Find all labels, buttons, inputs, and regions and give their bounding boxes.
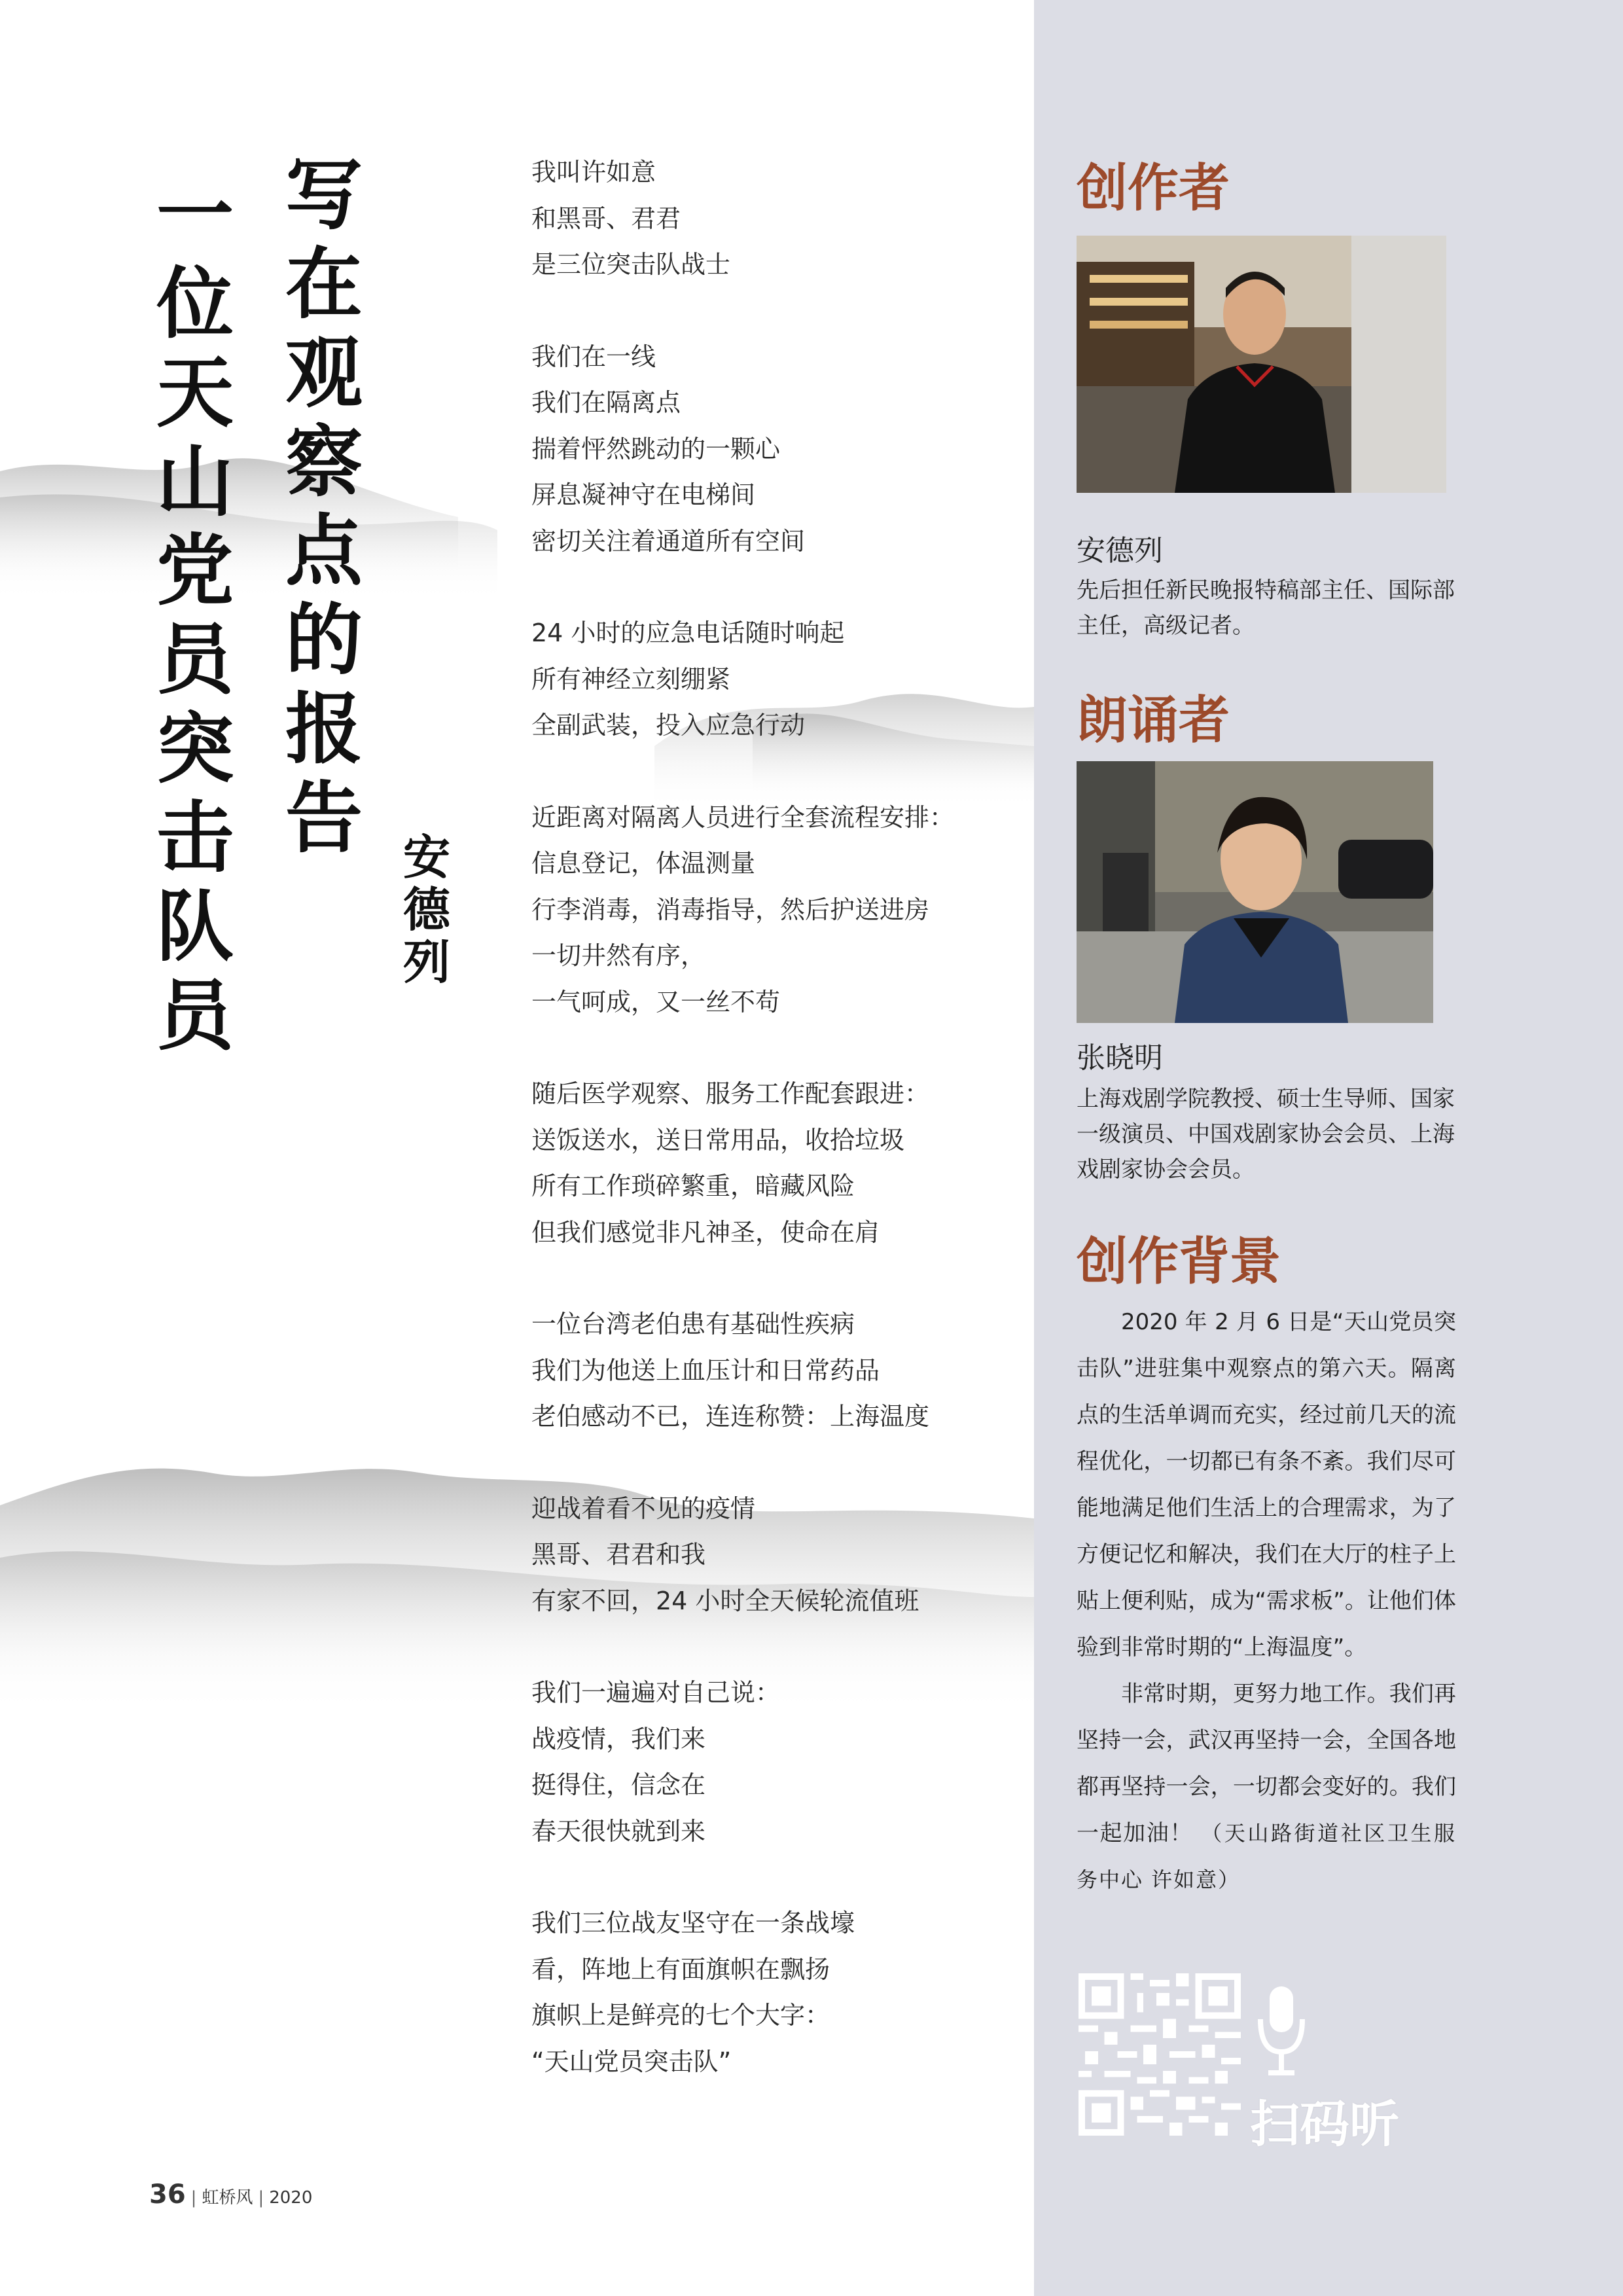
poem-line: 老伯感动不已，连连称赞：上海温度: [531, 1402, 930, 1431]
poem-stanza: [531, 1486, 990, 1624]
poem-line: 和黑哥、君君: [531, 204, 681, 233]
poem-line: 密切关注着通道所有空间: [531, 526, 806, 556]
headline-subtitle: 一位天山党员突击队员: [156, 170, 234, 1061]
magazine-name: 虹桥风: [202, 2188, 253, 2208]
poem-line: 所有工作琐碎繁重，暗藏风险: [531, 1172, 855, 1200]
poem-stanza: [531, 795, 990, 1026]
poem-body: [531, 149, 990, 2130]
poem-line: 一切井然有序，: [531, 941, 706, 970]
poem-line: 一气呵成，又一丝不苟: [531, 987, 781, 1016]
poem-line: 所有神经立刻绷紧: [531, 664, 731, 694]
poem-line: 看，阵地上有面旗帜在飘扬: [531, 1954, 830, 1984]
poem-line: 旗帜上是鲜亮的七个大字：: [531, 2001, 830, 2030]
poem-stanza: [531, 1301, 990, 1440]
poem-stanza: [531, 334, 990, 565]
poem-stanza: [531, 1900, 990, 2085]
background-paragraph: 2020 年 2 月 6 日是“天山党员突击队”进驻集中观察点的第六天。隔离点的生活单调而充实，经过前几天的流程优化，一切都已有条不紊。我们尽可能地满足他们生活上的合理需求，为了方便记忆和解决，我们在大厅的柱子上贴上便利贴，成为“需求板”。让他们体验到非常时期的“上海温度”。: [1077, 1309, 1456, 1660]
poem-line: 屏息凝神守在电梯间: [531, 480, 756, 509]
background-heading: 创作背景: [1077, 1232, 1281, 1291]
poem-line: 送饭送水，送日常用品，收拾垃圾: [531, 1125, 905, 1155]
headline-title: 写在观察点的报告: [285, 150, 363, 863]
poem-line: 春天很快就到来: [531, 1816, 706, 1846]
issue-year: 2020: [269, 2188, 313, 2208]
poem-line: 一位台湾老伯患有基础性疾病: [531, 1310, 855, 1338]
poem-stanza: [531, 149, 990, 288]
poem-line: 我叫许如意: [531, 158, 656, 187]
poem-line: 24 小时的应急电话随时响起: [531, 619, 845, 647]
creator-bio: 先后担任新民晚报特稿部主任、国际部主任，高级记者。: [1077, 577, 1455, 639]
page-number: 36: [149, 2179, 186, 2210]
poem-line: 随后医学观察、服务工作配套跟进：: [531, 1079, 930, 1108]
poem-line: 全副武装，投入应急行动: [531, 711, 806, 740]
divider: |: [258, 2188, 264, 2208]
background-paragraph: [1077, 1671, 1456, 1903]
poem-line: 我们一遍遍对自己说：: [531, 1678, 781, 1707]
poem-line: 挺得住，信念在: [531, 1770, 706, 1799]
divider: |: [190, 2188, 197, 2208]
poem-line: 近距离对隔离人员进行全套流程安排：: [531, 802, 955, 832]
poem-stanza: [531, 610, 990, 749]
poem-line: 行李消毒，消毒指导，然后护送进房: [531, 895, 930, 924]
poem-stanza: [531, 1071, 990, 1255]
poem-line: 我们为他送上血压计和日常药品: [531, 1355, 880, 1385]
poem-line: 但我们感觉非凡神圣，使命在肩: [531, 1217, 880, 1247]
background-text: [1077, 1299, 1456, 1903]
microphone-icon: [1255, 1986, 1308, 2085]
poem-line: 揣着怦然跳动的一颗心: [531, 434, 781, 463]
poem-line: 迎战着看不见的疫情: [531, 1494, 756, 1523]
reciter-heading: 朗诵者: [1077, 691, 1230, 750]
poem-line: 是三位突击队战士: [531, 250, 731, 279]
poem-line: 我们在隔离点: [531, 388, 681, 417]
reciter-photo: [1077, 761, 1433, 1023]
creator-photo: [1077, 236, 1446, 493]
author-byline: 安德列: [402, 830, 450, 990]
qr-code-icon[interactable]: [1079, 1973, 1241, 2136]
background-paragraph-text: 非常时期，更努力地工作。我们再坚持一会，武汉再坚持一会，全国各地都再坚持一会，一切都会变好的。我们一起加油！: [1077, 1681, 1456, 1846]
poem-line: 战疫情，我们来: [531, 1724, 706, 1753]
reciter-bio: 上海戏剧学院教授、硕士生导师、国家一级演员、中国戏剧家协会会员、上海戏剧家协会会员。: [1077, 1086, 1455, 1183]
background-credit: （天山路街道社区卫生服务中心 许如意）: [1077, 1821, 1456, 1892]
poem-line: “天山党员突击队”: [531, 2047, 732, 2076]
poem-line: 我们在一线: [531, 342, 656, 371]
page-footer: [149, 2179, 312, 2210]
scan-to-listen-label: 扫码听: [1250, 2095, 1399, 2153]
creator-name: 安德列: [1077, 534, 1163, 567]
reciter-name: 张晓明: [1077, 1041, 1163, 1075]
poem-line: 有家不回，24 小时全天候轮流值班: [531, 1586, 919, 1615]
poem-line: 信息登记，体温测量: [531, 849, 756, 878]
poem-line: 黑哥、君君和我: [531, 1540, 706, 1569]
creator-heading: 创作者: [1077, 159, 1230, 218]
poem-line: 我们三位战友坚守在一条战壕: [531, 1909, 855, 1937]
poem-stanza: [531, 1670, 990, 1854]
